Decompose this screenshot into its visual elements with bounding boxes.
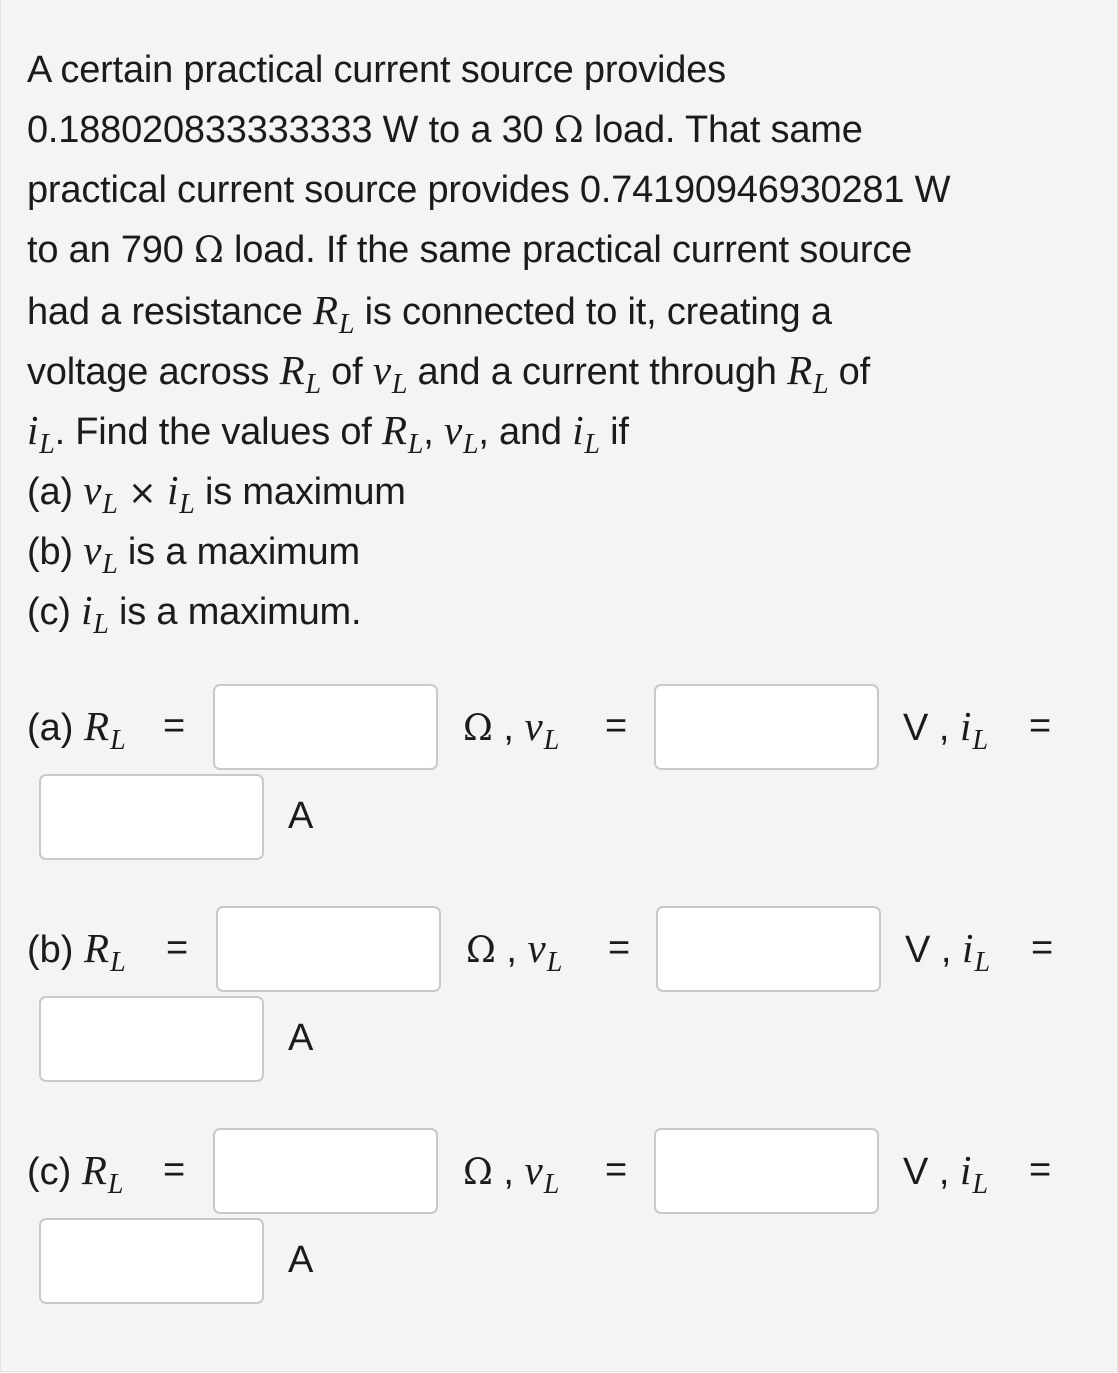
unit-volt-c: V , $i_L$ xyxy=(903,1147,989,1200)
ohm-symbol: Ω xyxy=(194,230,224,271)
equals-sign: = xyxy=(163,705,186,747)
problem-statement xyxy=(27,40,1097,640)
unit-amp-c: A xyxy=(288,1239,314,1281)
math-i-L: $i_L$ xyxy=(167,467,195,520)
math-R-L: $R_L$ xyxy=(279,347,321,400)
math-v-L: $v_L$ xyxy=(83,467,118,520)
problem-line-4: to an 790 Ω load. If the same practical current source xyxy=(27,229,913,271)
math-v-L: $v_L$ xyxy=(372,347,408,400)
voltage-input-c[interactable] xyxy=(654,1128,879,1214)
unit-volt-a: V , $i_L$ xyxy=(903,703,989,756)
math-v-L: $v_L$ xyxy=(443,407,479,460)
unit-ohm-b: Ω , $v_L$ xyxy=(466,925,563,978)
math-i-L: $i_L$ xyxy=(572,407,600,460)
math-R-L: $R_L$ xyxy=(382,407,424,460)
unit-ohm-a: Ω , $v_L$ xyxy=(463,703,560,756)
equals-sign: = xyxy=(1029,1149,1052,1191)
resistance-input-a[interactable] xyxy=(213,684,438,770)
unit-ohm-c: Ω , $v_L$ xyxy=(463,1147,560,1200)
answer-label-a: (a) $R_L$ xyxy=(27,703,126,756)
times-symbol: × xyxy=(117,473,168,513)
equals-sign: = xyxy=(608,927,631,969)
resistance-input-c[interactable] xyxy=(213,1128,438,1214)
problem-line-3: practical current source provides 0.74190946930281 W xyxy=(27,169,951,211)
part-a-condition: (a) $v_L \times i_L$ is maximum xyxy=(27,467,406,520)
voltage-input-b[interactable] xyxy=(656,906,881,992)
math-R-L: $R_L$ xyxy=(787,347,829,400)
part-b-condition: (b) $v_L$ is a maximum xyxy=(27,527,360,580)
current-input-c[interactable] xyxy=(39,1218,264,1304)
equals-sign: = xyxy=(166,927,189,969)
answer-label-b: (b) $R_L$ xyxy=(27,925,126,978)
ohm-symbol: Ω xyxy=(553,110,584,151)
problem-line-1: A certain practical current source provides xyxy=(27,49,726,91)
current-input-a[interactable] xyxy=(39,774,264,860)
problem-line-7: $i_L$. Find the values of $R_L$, $v_L$, and $i_L$ if xyxy=(27,407,629,460)
unit-volt-b: V , $i_L$ xyxy=(905,925,991,978)
unit-amp-a: A xyxy=(288,795,314,837)
unit-amp-b: A xyxy=(288,1017,314,1059)
equals-sign: = xyxy=(1031,927,1054,969)
equals-sign: = xyxy=(163,1149,186,1191)
equals-sign: = xyxy=(605,1149,628,1191)
problem-line-5: had a resistance $R_L$ is connected to it, creating a xyxy=(27,287,832,340)
math-v-L: $v_L$ xyxy=(83,527,118,580)
math-i-L: $i_L$ xyxy=(27,407,55,460)
problem-line-6: voltage across $R_L$ of $v_L$ and a current through $R_L$ of xyxy=(27,347,870,400)
answer-label-c: (c) $R_L$ xyxy=(27,1147,124,1200)
part-c-condition: (c) $i_L$ is a maximum. xyxy=(27,587,362,640)
resistance-input-b[interactable] xyxy=(216,906,441,992)
equals-sign: = xyxy=(1029,705,1052,747)
math-i-L: $i_L$ xyxy=(81,587,109,640)
math-R-L: $R_L$ xyxy=(313,287,355,340)
voltage-input-a[interactable] xyxy=(654,684,879,770)
equals-sign: = xyxy=(605,705,628,747)
current-input-b[interactable] xyxy=(39,996,264,1082)
problem-line-2: 0.188020833333333 W to a 30 Ω load. That same xyxy=(27,109,863,151)
